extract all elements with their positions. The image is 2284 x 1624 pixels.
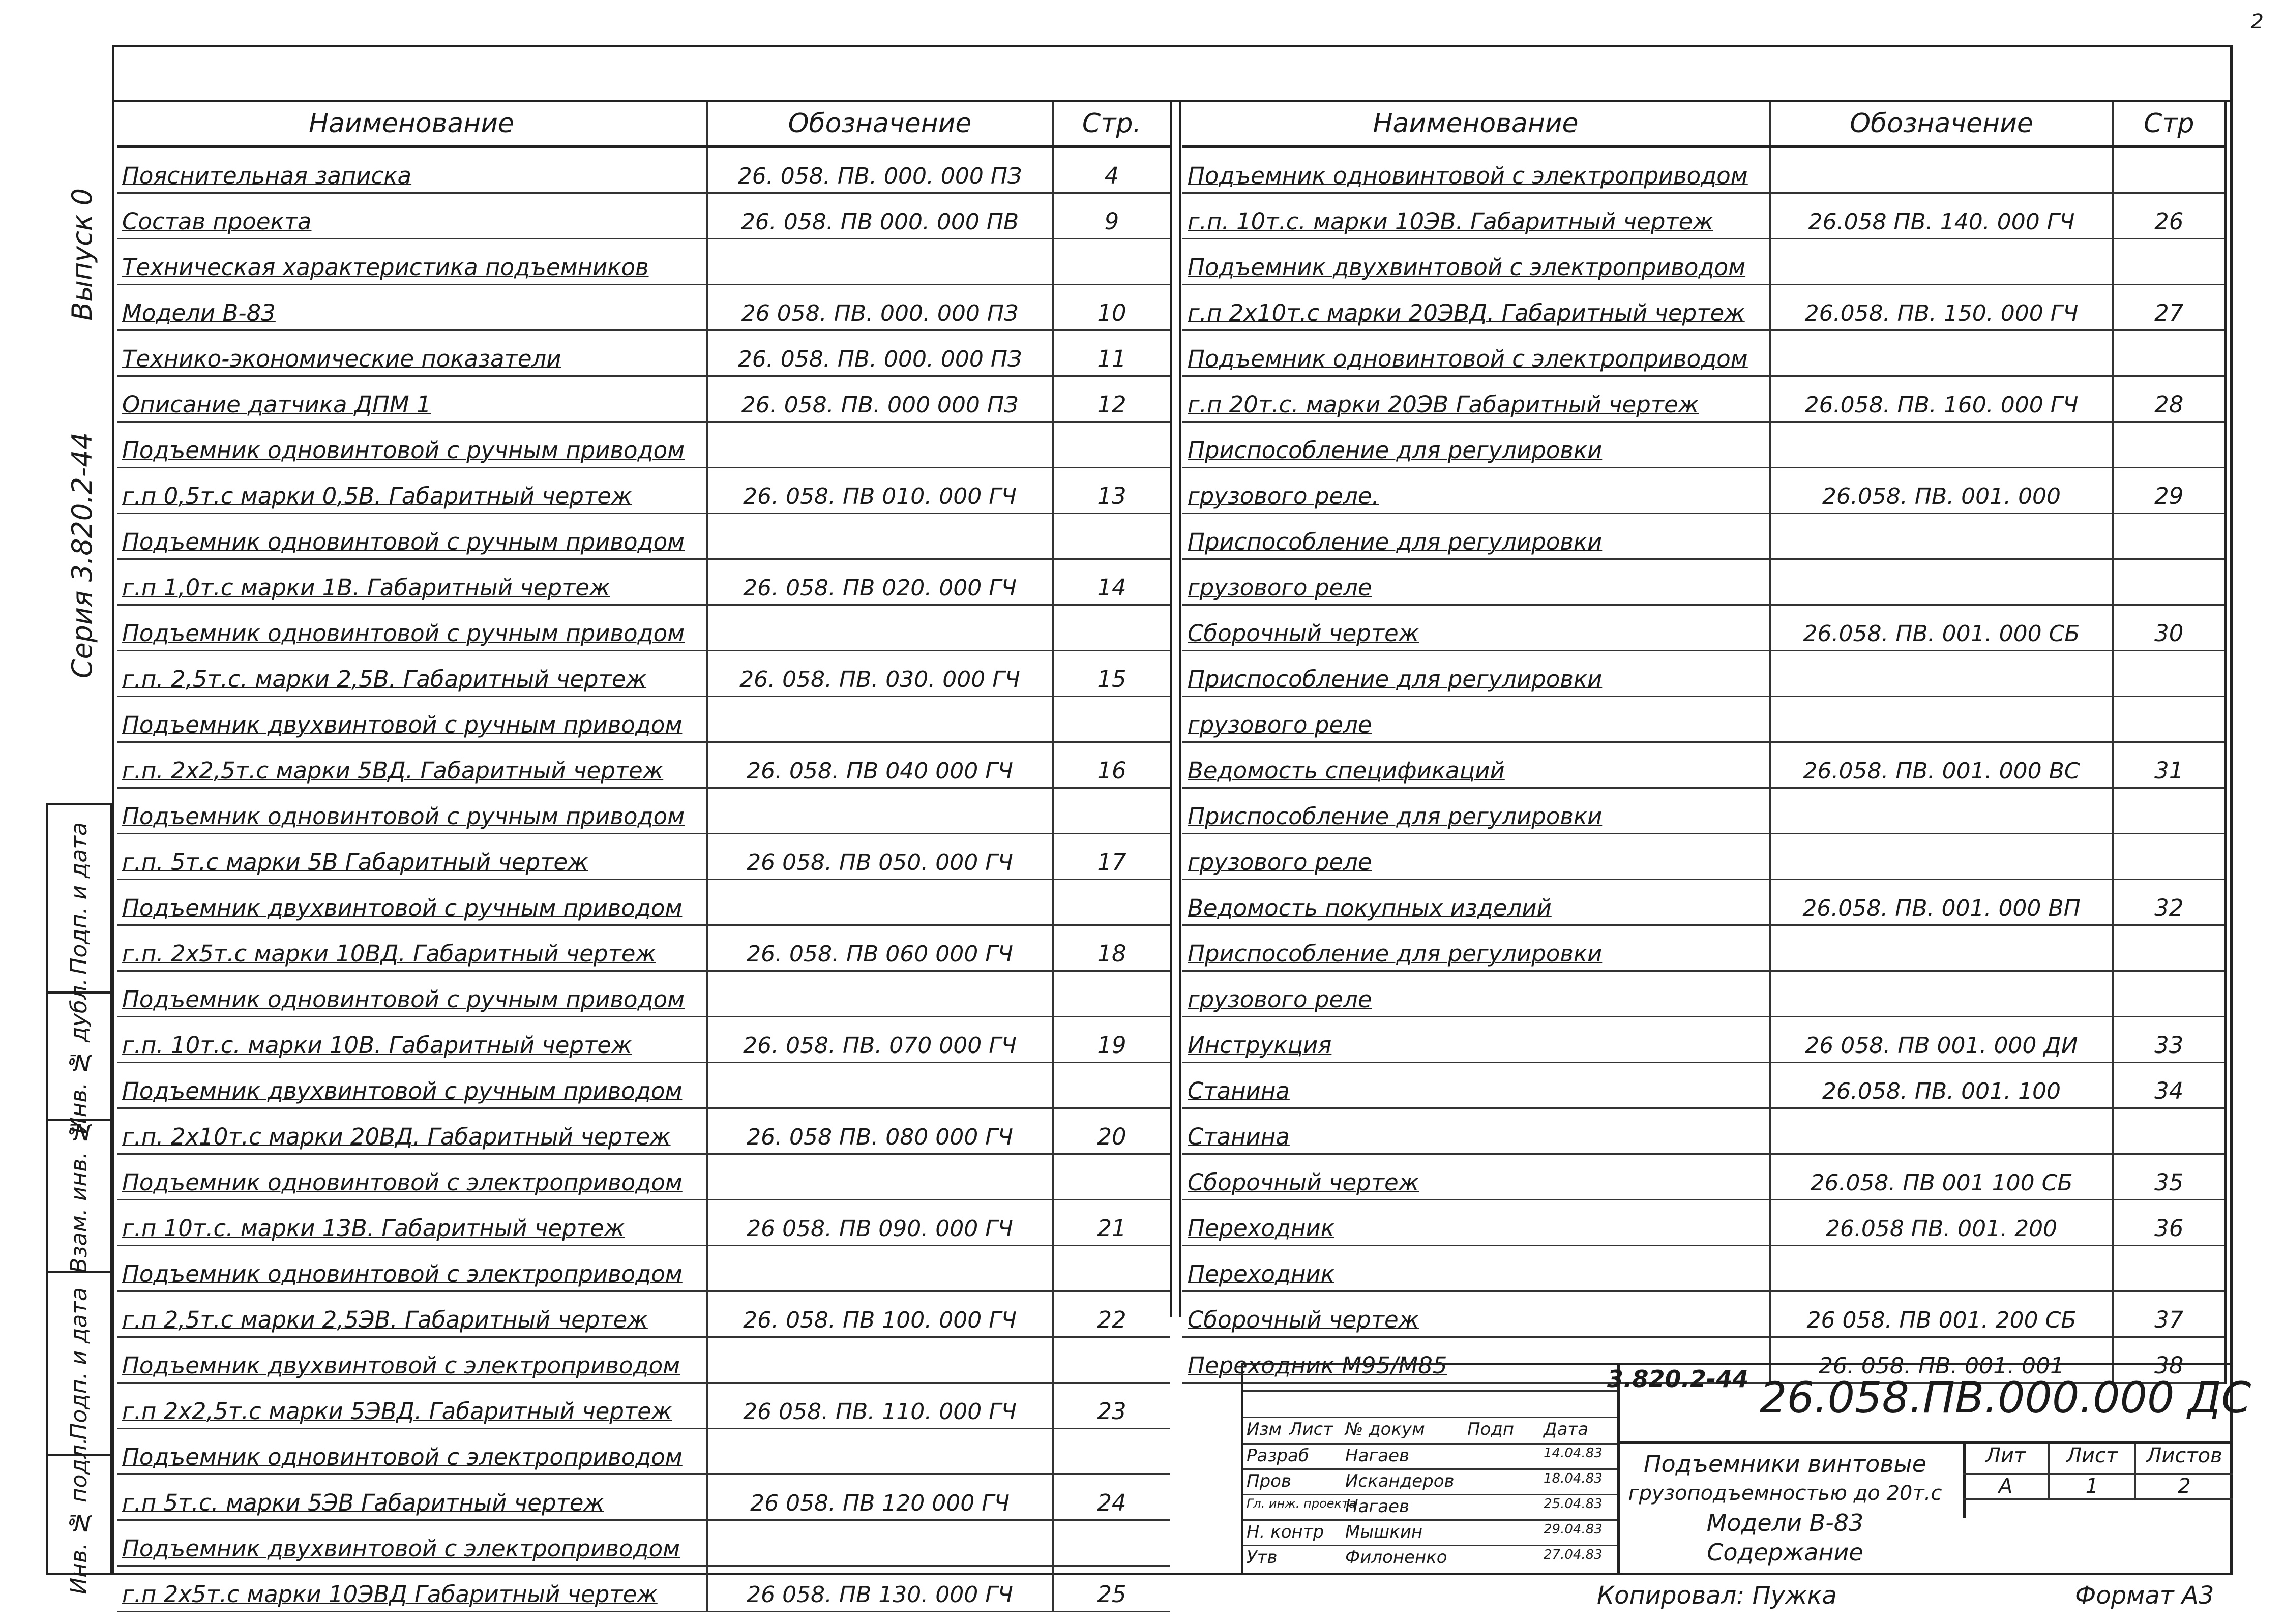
table-row: [117, 1520, 1170, 1566]
item-code: 26.058. ПВ. 001. 000: [1770, 468, 2113, 514]
item-name: Сборочный чертеж: [1182, 605, 1770, 651]
item-code: [1770, 147, 2113, 193]
header-page: Стр: [2113, 102, 2225, 147]
item-code: [707, 971, 1053, 1017]
document-title: [1612, 1449, 1958, 1567]
series-label: Серия 3.820.2-44: [66, 432, 98, 679]
header-page: Стр.: [1053, 102, 1170, 147]
table-row: [1182, 742, 2225, 788]
item-page: 15: [1053, 651, 1170, 697]
table-row: [117, 1063, 1170, 1108]
sheet-info: [1963, 1444, 2233, 1515]
item-page: [2113, 697, 2225, 742]
item-code: [707, 239, 1053, 285]
item-name: Подъемник одновинтовой с ручным приводом: [117, 971, 707, 1017]
table-row: [117, 834, 1170, 880]
item-page: [2113, 788, 2225, 834]
item-name: Пояснительная записка: [117, 147, 707, 193]
item-name: г.п 1,0т.с марки 1В. Габаритный чертеж: [117, 559, 707, 605]
title-line: Содержание: [1707, 1539, 1863, 1566]
item-name: Подъемник одновинтовой с электроприводом: [117, 1154, 707, 1200]
left-table-body: [117, 147, 1170, 1612]
item-name: Подъемник одновинтовой с ручным приводом: [117, 788, 707, 834]
item-code: [707, 1429, 1053, 1475]
stamp-cell: Инв. № подл.: [66, 1437, 92, 1595]
item-page: [1053, 422, 1170, 468]
side-stamp: [46, 803, 112, 1595]
table-row: [117, 788, 1170, 834]
item-name: грузового реле: [1182, 834, 1770, 880]
title-line: грузоподъемностью до 20т.с: [1628, 1482, 1942, 1505]
header-list: Лист: [1289, 1419, 1333, 1439]
item-code: 26.058. ПВ. 160. 000 ГЧ: [1770, 376, 2113, 422]
item-name: Переходник: [1182, 1200, 1770, 1246]
item-code: 26. 058. ПВ. 000. 000 ПЗ: [707, 330, 1053, 376]
item-page: [1053, 1154, 1170, 1200]
item-name: Ведомость покупных изделий: [1182, 880, 1770, 925]
header-sign: Подп: [1467, 1419, 1515, 1439]
item-page: 26: [2113, 193, 2225, 239]
table-row: [1182, 147, 2225, 193]
item-code: [1770, 834, 2113, 880]
item-name: г.п 2х5т.с марки 10ЭВД Габаритный чертеж: [117, 1566, 707, 1612]
item-page: [2113, 1246, 2225, 1291]
title-line: Подъемники винтовые: [1643, 1450, 1927, 1478]
stamp-cell: Подп. и дата: [48, 1273, 110, 1456]
table-row: [1182, 559, 2225, 605]
item-name: г.п 10т.с. марки 13В. Габаритный чертеж: [117, 1200, 707, 1246]
item-name: Подъемник одновинтовой с электроприводом: [117, 1429, 707, 1475]
item-name: Приспособление для регулировки: [1182, 651, 1770, 697]
item-page: 13: [1053, 468, 1170, 514]
stage-label: Лит: [1963, 1444, 2050, 1475]
format-label: Формат А3: [2075, 1581, 2214, 1610]
table-row: [1182, 605, 2225, 651]
table-row: [1182, 285, 2225, 330]
item-page: 4: [1053, 147, 1170, 193]
item-code: 26. 058 ПВ. 080 000 ГЧ: [707, 1108, 1053, 1154]
sheet-label: Лист: [2050, 1444, 2136, 1475]
item-name: Подъемник одновинтовой с ручным приводом: [117, 422, 707, 468]
sheets-value: 2: [2136, 1475, 2233, 1500]
table-row: [117, 697, 1170, 742]
sheet-number: 2: [2250, 10, 2264, 34]
item-page: [2113, 422, 2225, 468]
role-row: Гл. инж. проекта Нагаев 25.04.83: [1243, 1495, 1617, 1521]
item-page: [1053, 1337, 1170, 1383]
item-name: г.п 2х10т.с марки 20ЭВД. Габаритный чертеж: [1182, 285, 1770, 330]
item-page: [2113, 651, 2225, 697]
item-page: 35: [2113, 1154, 2225, 1200]
item-page: [1053, 1246, 1170, 1291]
item-code: [1770, 697, 2113, 742]
table-row: [117, 285, 1170, 330]
item-code: 26 058. ПВ 001. 000 ДИ: [1770, 1017, 2113, 1063]
table-row: [1182, 514, 2225, 559]
item-name: грузового реле: [1182, 971, 1770, 1017]
table-row: [1182, 330, 2225, 376]
item-code: 26.058 ПВ. 140. 000 ГЧ: [1770, 193, 2113, 239]
table-row: [117, 376, 1170, 422]
contents-table-left: [117, 102, 1170, 1612]
item-name: г.п. 2х5т.с марки 10ВД. Габаритный чертеж: [117, 925, 707, 971]
item-code: 26. 058. ПВ 100. 000 ГЧ: [707, 1291, 1053, 1337]
item-name: Подъемник двухвинтовой с ручным приводом: [117, 697, 707, 742]
column-divider: [1170, 102, 1181, 1317]
item-page: [1053, 605, 1170, 651]
table-row: [1182, 376, 2225, 422]
table-row: [117, 1108, 1170, 1154]
item-page: 31: [2113, 742, 2225, 788]
item-name: Переходник М95/М85: [1182, 1337, 1770, 1383]
header-izm: Изм: [1247, 1419, 1282, 1439]
item-name: г.п 0,5т.с марки 0,5В. Габаритный чертеж: [117, 468, 707, 514]
item-page: [2113, 330, 2225, 376]
item-page: [2113, 925, 2225, 971]
role-row: Пров Искандеров 18.04.83: [1243, 1470, 1617, 1495]
item-name: Приспособление для регулировки: [1182, 925, 1770, 971]
item-page: [2113, 1108, 2225, 1154]
item-page: [2113, 971, 2225, 1017]
item-name: г.п. 2х10т.с марки 20ВД. Габаритный чертеж: [117, 1108, 707, 1154]
role-row: Разраб Нагаев 14.04.83: [1243, 1445, 1617, 1470]
contents-table-right: [1182, 102, 2227, 1384]
item-name: Технико-экономические показатели: [117, 330, 707, 376]
item-name: Модели В-83: [117, 285, 707, 330]
stamp-cell: Инв. № дубл.: [48, 994, 110, 1121]
item-name: г.п 2,5т.с марки 2,5ЭВ. Габаритный чертеж: [117, 1291, 707, 1337]
item-name: г.п 5т.с. марки 5ЭВ Габаритный чертеж: [117, 1475, 707, 1520]
item-code: 26. 058. ПВ 010. 000 ГЧ: [707, 468, 1053, 514]
item-code: [1770, 651, 2113, 697]
table-row: [1182, 1108, 2225, 1154]
table-row: [117, 742, 1170, 788]
item-page: 21: [1053, 1200, 1170, 1246]
table-row: [117, 1291, 1170, 1337]
item-page: 18: [1053, 925, 1170, 971]
item-code: [1770, 971, 2113, 1017]
table-row: [117, 514, 1170, 559]
item-code: [707, 1154, 1053, 1200]
item-page: 37: [2113, 1291, 2225, 1337]
role-row: Утв Филоненко 27.04.83: [1247, 1547, 1603, 1568]
item-code: 26 058. ПВ 090. 000 ГЧ: [707, 1200, 1053, 1246]
table-row: [117, 193, 1170, 239]
table-row: [117, 422, 1170, 468]
item-page: 29: [2113, 468, 2225, 514]
table-row: [1182, 1291, 2225, 1337]
item-page: 25: [1053, 1566, 1170, 1612]
item-code: 26.058. ПВ. 001. 000 ВС: [1770, 742, 2113, 788]
item-page: 23: [1053, 1383, 1170, 1429]
item-page: [1053, 1520, 1170, 1566]
series-stamp: 3.820.2-44: [1607, 1365, 1749, 1393]
item-name: Ведомость спецификаций: [1182, 742, 1770, 788]
item-page: [1053, 971, 1170, 1017]
signature-grid: [1243, 1365, 1620, 1573]
table-row: [117, 1429, 1170, 1475]
table-row: [1182, 971, 2225, 1017]
item-page: [1053, 239, 1170, 285]
table-row: [117, 1200, 1170, 1246]
item-name: Приспособление для регулировки: [1182, 788, 1770, 834]
table-row: [117, 880, 1170, 925]
item-page: 38: [2113, 1337, 2225, 1383]
item-page: 10: [1053, 285, 1170, 330]
table-row: [117, 1566, 1170, 1612]
table-row: [117, 1246, 1170, 1291]
item-name: Подъемник двухвинтовой с электроприводом: [1182, 239, 1770, 285]
item-page: [2113, 514, 2225, 559]
item-name: Подъемник одновинтовой с ручным приводом: [117, 514, 707, 559]
header-code: Обозначение: [1770, 102, 2113, 147]
stage-value: А: [1963, 1475, 2050, 1500]
item-name: Описание датчика ДПМ 1: [117, 376, 707, 422]
table-row: [1182, 880, 2225, 925]
item-name: г.п. 2х2,5т.с марки 5ВД. Габаритный чертеж: [117, 742, 707, 788]
item-name: Подъемник одновинтовой с электроприводом: [117, 1246, 707, 1291]
item-code: 26. 058. ПВ 000. 000 ПВ: [707, 193, 1053, 239]
item-name: Станина: [1182, 1063, 1770, 1108]
item-code: [1770, 1246, 2113, 1291]
role-row: Н. контр Мышкин 29.04.83: [1243, 1521, 1617, 1546]
item-code: [707, 514, 1053, 559]
item-code: [1770, 330, 2113, 376]
table-row: [117, 925, 1170, 971]
table-row: [117, 1154, 1170, 1200]
item-code: 26.058 ПВ. 001. 200: [1770, 1200, 2113, 1246]
item-page: [1053, 1429, 1170, 1475]
item-name: Инструкция: [1182, 1017, 1770, 1063]
item-code: [1770, 925, 2113, 971]
item-name: г.п 20т.с. марки 20ЭВ Габаритный чертеж: [1182, 376, 1770, 422]
item-code: 26 058. ПВ 130. 000 ГЧ: [707, 1566, 1053, 1612]
table-row: [1182, 925, 2225, 971]
item-page: 16: [1053, 742, 1170, 788]
table-header-row: [1182, 102, 2225, 147]
item-name: грузового реле.: [1182, 468, 1770, 514]
item-page: 12: [1053, 376, 1170, 422]
item-code: 26.058. ПВ 001 100 СБ: [1770, 1154, 2113, 1200]
item-name: Подъемник двухвинтовой с электроприводом: [117, 1520, 707, 1566]
item-page: 30: [2113, 605, 2225, 651]
item-code: [1770, 514, 2113, 559]
item-page: 28: [2113, 376, 2225, 422]
item-page: 33: [2113, 1017, 2225, 1063]
stamp-cell: Подп. и дата: [48, 805, 110, 994]
item-code: 26 058. ПВ. 000. 000 ПЗ: [707, 285, 1053, 330]
item-name: Подъемник двухвинтовой с ручным приводом: [117, 1063, 707, 1108]
item-name: г.п. 10т.с. марки 10ЭВ. Габаритный чертеж: [1182, 193, 1770, 239]
item-code: [707, 1337, 1053, 1383]
table-row: [1182, 1154, 2225, 1200]
table-row: [1182, 422, 2225, 468]
sheets-label: Листов: [2136, 1444, 2233, 1475]
item-name: Подъемник одновинтовой с электроприводом: [1182, 330, 1770, 376]
table-row: [117, 1017, 1170, 1063]
item-name: г.п. 2,5т.с. марки 2,5В. Габаритный чертеж: [117, 651, 707, 697]
item-name: грузового реле: [1182, 559, 1770, 605]
item-page: [2113, 147, 2225, 193]
table-row: [1182, 468, 2225, 514]
item-name: Подъемник одновинтовой с ручным приводом: [117, 605, 707, 651]
item-page: 17: [1053, 834, 1170, 880]
item-page: [1053, 697, 1170, 742]
item-page: [2113, 559, 2225, 605]
item-code: 26 058. ПВ 120 000 ГЧ: [707, 1475, 1053, 1520]
item-page: 24: [1053, 1475, 1170, 1520]
table-row: [117, 1475, 1170, 1520]
item-name: Техническая характеристика подъемников: [117, 239, 707, 285]
item-page: 27: [2113, 285, 2225, 330]
table-row: [117, 468, 1170, 514]
table-header-row: [117, 102, 1170, 147]
item-name: Состав проекта: [117, 193, 707, 239]
header-date: Дата: [1544, 1419, 1589, 1439]
table-row: [117, 559, 1170, 605]
table-row: [117, 1383, 1170, 1429]
item-page: [1053, 788, 1170, 834]
sheet-value: 1: [2050, 1475, 2136, 1500]
item-page: [2113, 239, 2225, 285]
item-name: Сборочный чертеж: [1182, 1154, 1770, 1200]
item-page: 22: [1053, 1291, 1170, 1337]
table-row: [1182, 1246, 2225, 1291]
table-row: [1182, 193, 2225, 239]
item-page: [1053, 514, 1170, 559]
item-code: 26. 058. ПВ 060 000 ГЧ: [707, 925, 1053, 971]
item-name: Сборочный чертеж: [1182, 1291, 1770, 1337]
item-code: [1770, 1108, 2113, 1154]
header-code: Обозначение: [707, 102, 1053, 147]
table-row: [117, 330, 1170, 376]
stamp-cell: Взам. инв. №: [48, 1121, 110, 1273]
item-code: [707, 1246, 1053, 1291]
item-code: 26 058. ПВ. 110. 000 ГЧ: [707, 1383, 1053, 1429]
table-row: [1182, 239, 2225, 285]
right-table-body: [1182, 147, 2225, 1383]
item-code: [1770, 788, 2113, 834]
title-line: Модели В-83: [1706, 1509, 1864, 1537]
item-code: [707, 880, 1053, 925]
item-page: [2113, 834, 2225, 880]
table-row: [117, 1337, 1170, 1383]
grid-header-row: [1243, 1418, 1617, 1445]
item-page: 36: [2113, 1200, 2225, 1246]
item-name: г.п. 10т.с. марки 10В. Габаритный чертеж: [117, 1017, 707, 1063]
item-page: 20: [1053, 1108, 1170, 1154]
table-row: [1182, 834, 2225, 880]
item-code: [707, 605, 1053, 651]
item-code: [1770, 422, 2113, 468]
item-code: [707, 788, 1053, 834]
item-code: [707, 1520, 1053, 1566]
item-name: Станина: [1182, 1108, 1770, 1154]
blank-row: [1243, 1365, 1617, 1392]
item-code: 26.058. ПВ. 001. 100: [1770, 1063, 2113, 1108]
table-row: [1182, 1200, 2225, 1246]
item-code: 26.058. ПВ. 001. 000 СБ: [1770, 605, 2113, 651]
item-name: Приспособление для регулировки: [1182, 514, 1770, 559]
item-page: [1053, 1063, 1170, 1108]
header-name: Наименование: [1182, 102, 1770, 147]
table-row: [117, 147, 1170, 193]
item-code: 26.058. ПВ. 001. 000 ВП: [1770, 880, 2113, 925]
item-name: Приспособление для регулировки: [1182, 422, 1770, 468]
item-code: [707, 422, 1053, 468]
blank-row: [1243, 1392, 1617, 1418]
item-page: 11: [1053, 330, 1170, 376]
copied-by: Копировал: Пужка: [1597, 1581, 1837, 1610]
item-name: г.п 2х2,5т.с марки 5ЭВД. Габаритный чертеж: [117, 1383, 707, 1429]
table-row: [1182, 1017, 2225, 1063]
issue-label: Выпуск 0: [66, 188, 98, 321]
top-strip: [112, 45, 2233, 102]
item-page: 14: [1053, 559, 1170, 605]
item-code: 26 058. ПВ 001. 200 СБ: [1770, 1291, 2113, 1337]
table-row: [1182, 697, 2225, 742]
table-row: [1182, 651, 2225, 697]
item-code: 26. 058. ПВ. 001. 001: [1770, 1337, 2113, 1383]
header-doc: № докум: [1345, 1419, 1425, 1439]
item-code: 26. 058. ПВ 020. 000 ГЧ: [707, 559, 1053, 605]
item-code: 26 058. ПВ 050. 000 ГЧ: [707, 834, 1053, 880]
table-row: [1182, 788, 2225, 834]
item-code: [1770, 559, 2113, 605]
item-page: [1053, 880, 1170, 925]
item-code: [707, 1063, 1053, 1108]
item-page: 19: [1053, 1017, 1170, 1063]
item-code: 26. 058. ПВ. 070 000 ГЧ: [707, 1017, 1053, 1063]
item-page: 9: [1053, 193, 1170, 239]
item-code: 26. 058. ПВ. 000. 000 ПЗ: [707, 147, 1053, 193]
item-code: 26. 058. ПВ. 030. 000 ГЧ: [707, 651, 1053, 697]
header-name: Наименование: [117, 102, 707, 147]
item-name: Подъемник двухвинтовой с ручным приводом: [117, 880, 707, 925]
item-code: [1770, 239, 2113, 285]
item-name: Переходник: [1182, 1246, 1770, 1291]
item-code: [707, 697, 1053, 742]
table-row: [117, 239, 1170, 285]
item-code: 26. 058. ПВ. 000 000 ПЗ: [707, 376, 1053, 422]
item-page: 34: [2113, 1063, 2225, 1108]
table-row: [117, 605, 1170, 651]
table-row: [117, 971, 1170, 1017]
table-row: [117, 651, 1170, 697]
item-page: 32: [2113, 880, 2225, 925]
table-row: [1182, 1063, 2225, 1108]
document-code: 26.058.ПВ.000.000 ДС: [1760, 1373, 2251, 1423]
item-name: Подъемник двухвинтовой с электроприводом: [117, 1337, 707, 1383]
item-name: Подъемник одновинтовой с электроприводом: [1182, 147, 1770, 193]
item-name: г.п. 5т.с марки 5В Габаритный чертеж: [117, 834, 707, 880]
item-code: 26.058. ПВ. 150. 000 ГЧ: [1770, 285, 2113, 330]
item-name: грузового реле: [1182, 697, 1770, 742]
item-code: 26. 058. ПВ 040 000 ГЧ: [707, 742, 1053, 788]
